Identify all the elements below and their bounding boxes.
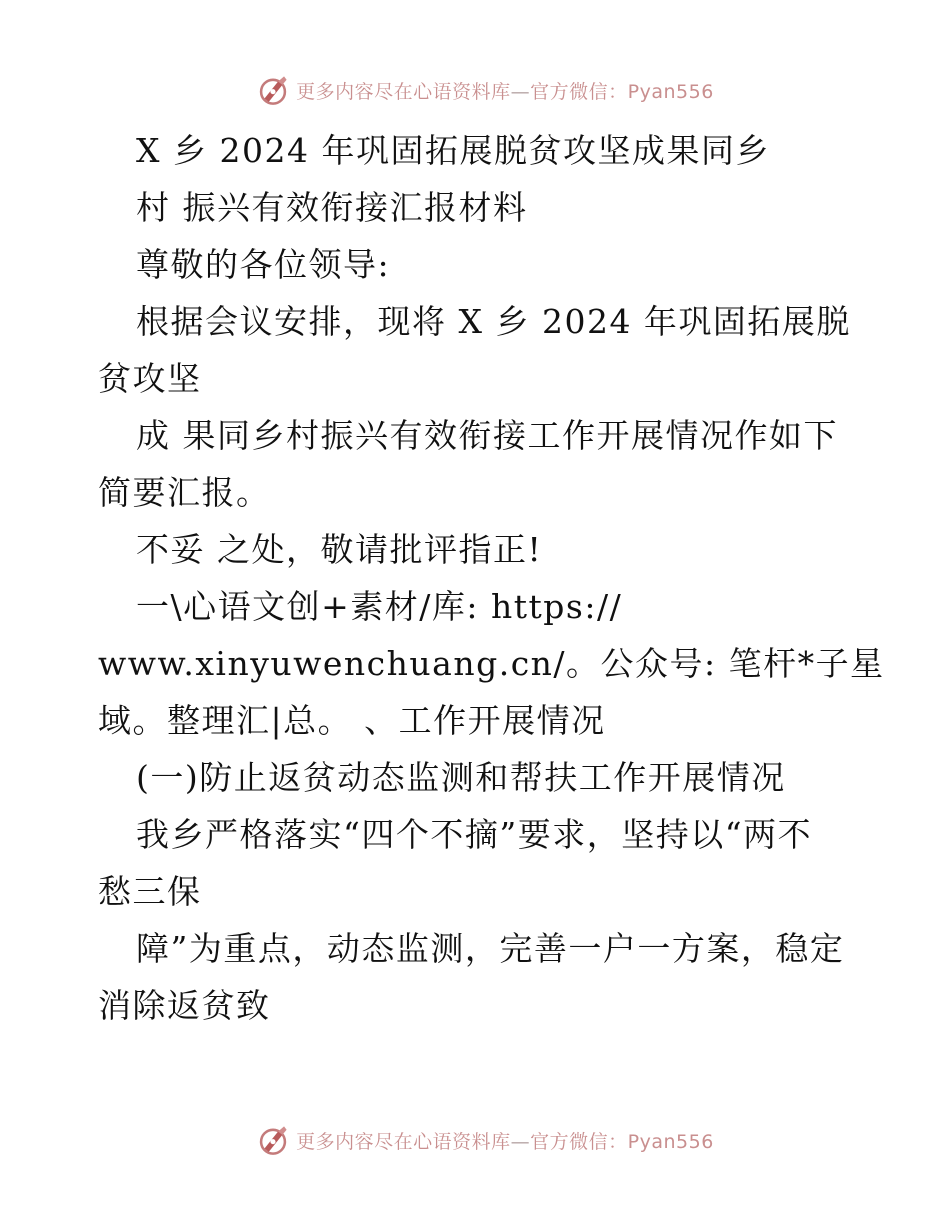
footer-banner-inner [256, 1123, 714, 1157]
footer-banner-separator: — [510, 1130, 531, 1153]
section-heading: (一)防止返贫动态监测和帮扶工作开展情况 [136, 758, 786, 797]
pen-nib-logo-icon [256, 1123, 290, 1157]
salutation: 尊敬的各位领导: [136, 245, 391, 284]
footer-banner-text [296, 1127, 714, 1154]
paragraph-line: 我乡严格落实“四个不摘”要求，坚持以“两不 [136, 815, 813, 854]
paragraph-line: 消除返贫致 [98, 986, 271, 1025]
header-banner-text [296, 77, 714, 104]
paragraph-line: 成 果同乡村振兴有效衔接工作开展情况作如下 [136, 416, 838, 455]
header-banner [0, 68, 950, 112]
paragraph-line: 贫攻坚 [98, 359, 202, 398]
footer-banner [0, 1118, 950, 1162]
paragraph-line: 愁三保 [98, 872, 202, 911]
footer-banner-contact: 官方微信：Pyan556 [530, 1130, 714, 1153]
paragraph-line: 障”为重点，动态监测，完善一户一方案，稳定 [136, 929, 845, 968]
header-banner-contact: 官方微信：Pyan556 [530, 80, 714, 103]
paragraph-line: 域。整理汇|总。 、工作开展情况 [98, 701, 606, 740]
header-banner-title: 更多内容尽在心语资料库 [296, 80, 511, 103]
document-body [98, 122, 885, 1034]
paragraph-line: 简要汇报。 [98, 473, 271, 512]
title-line-2: 村 振兴有效衔接汇报材料 [136, 188, 528, 227]
pen-nib-logo-icon [256, 73, 290, 107]
paragraph-line: 根据会议安排，现将 X 乡 2024 年巩固拓展脱 [136, 302, 851, 341]
title-line-1: X 乡 2024 年巩固拓展脱贫攻坚成果同乡 [136, 131, 770, 170]
paragraph-line: www.xinyuwenchuang.cn/。公众号: 笔杆*子星 [98, 644, 885, 683]
footer-banner-title: 更多内容尽在心语资料库 [296, 1130, 511, 1153]
paragraph-line: 一\心语文创+素材/库: https:// [136, 587, 623, 626]
paragraph-line: 不妥 之处，敬请批评指正! [136, 530, 543, 569]
header-banner-separator: — [510, 80, 531, 103]
header-banner-inner [256, 73, 714, 107]
